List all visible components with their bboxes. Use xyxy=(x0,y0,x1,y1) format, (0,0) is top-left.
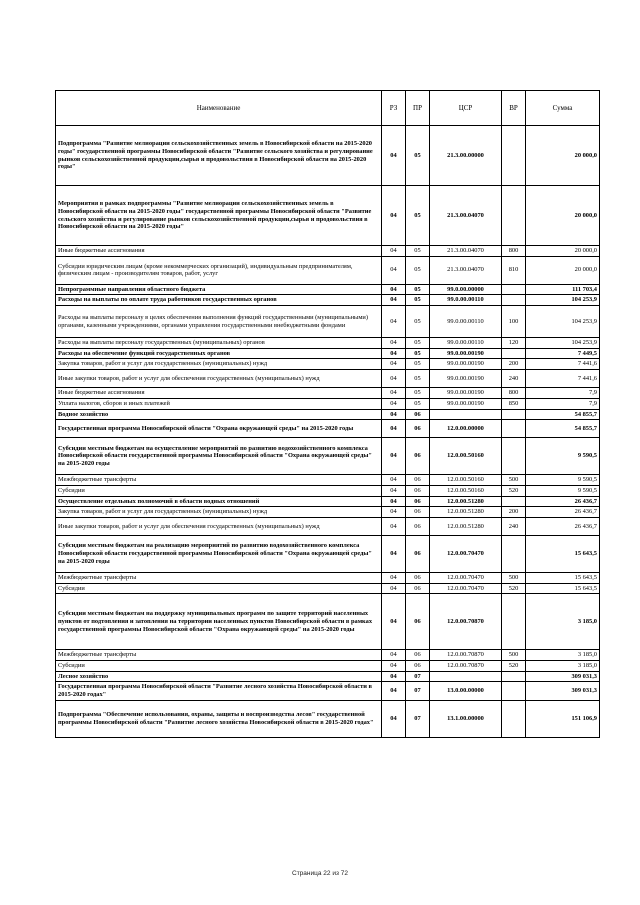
header-csr: ЦСР xyxy=(430,91,502,126)
table-row xyxy=(56,409,600,420)
table-row xyxy=(56,398,600,409)
cell-pr: 05 xyxy=(406,284,430,295)
cell-pr: 05 xyxy=(406,370,430,388)
cell-csr: 12.0.00.70870 xyxy=(430,594,502,650)
cell-pr: 05 xyxy=(406,186,430,246)
cell-vr: 200 xyxy=(502,507,526,518)
cell-csr xyxy=(430,671,502,682)
cell-sum: 15 643,5 xyxy=(526,535,600,572)
cell-name: Субсидии местным бюджетам на поддержку муниципальных программ по защите территорий населенных пунктов от подтопления и затопления на территории населенных пунктов Новосибирской области в рамках государственной программы Новосибирской области "Охрана окружающей среды" на 2015-2020 годы xyxy=(56,594,382,650)
cell-pr: 07 xyxy=(406,682,430,700)
cell-csr: 99.0.00.00190 xyxy=(430,398,502,409)
cell-name: Водное хозяйство xyxy=(56,409,382,420)
cell-sum: 26 436,7 xyxy=(526,507,600,518)
cell-name: Закупка товаров, работ и услуг для государственных (муниципальных) нужд xyxy=(56,507,382,518)
cell-rz: 04 xyxy=(382,594,406,650)
cell-vr: 100 xyxy=(502,306,526,338)
cell-vr xyxy=(502,126,526,186)
cell-vr xyxy=(502,295,526,306)
cell-sum: 7 441,6 xyxy=(526,359,600,370)
cell-name: Субсидии xyxy=(56,485,382,496)
cell-sum: 7 449,5 xyxy=(526,348,600,359)
cell-rz: 04 xyxy=(382,682,406,700)
cell-pr: 06 xyxy=(406,496,430,507)
table-row xyxy=(56,583,600,594)
cell-csr: 13.0.00.00000 xyxy=(430,682,502,700)
cell-csr: 12.0.00.50160 xyxy=(430,438,502,475)
header-pr: ПР xyxy=(406,91,430,126)
cell-sum: 151 106,9 xyxy=(526,700,600,737)
cell-vr: 120 xyxy=(502,338,526,349)
cell-rz: 04 xyxy=(382,572,406,583)
cell-pr: 05 xyxy=(406,338,430,349)
table-row xyxy=(56,284,600,295)
cell-sum: 20 000,0 xyxy=(526,246,600,257)
cell-rz: 04 xyxy=(382,338,406,349)
table-row xyxy=(56,650,600,661)
table-row xyxy=(56,496,600,507)
cell-sum: 104 253,9 xyxy=(526,295,600,306)
cell-vr xyxy=(502,700,526,737)
cell-pr: 05 xyxy=(406,398,430,409)
cell-vr: 800 xyxy=(502,246,526,257)
cell-vr xyxy=(502,284,526,295)
cell-rz: 04 xyxy=(382,359,406,370)
cell-name: Лесное хозяйство xyxy=(56,671,382,682)
cell-vr xyxy=(502,409,526,420)
cell-sum: 26 436,7 xyxy=(526,517,600,535)
cell-sum: 3 185,0 xyxy=(526,661,600,672)
cell-name: Подпрограмма "Развитие мелиорации сельскохозяйственных земель в Новосибирской области на 2015-2020 годы" государственной программы Новосибирской области "Развитие сельского хозяйства и регулирование рынков сельскохозяйственной продукции,сырья и продовольствия в Новосибирской области на 2015-2020 годы" xyxy=(56,126,382,186)
cell-rz: 04 xyxy=(382,246,406,257)
cell-csr: 99.0.00.00190 xyxy=(430,388,502,399)
cell-pr: 05 xyxy=(406,246,430,257)
cell-sum: 9 590,5 xyxy=(526,485,600,496)
cell-csr: 99.0.00.00110 xyxy=(430,295,502,306)
cell-sum: 7,9 xyxy=(526,388,600,399)
table-row xyxy=(56,295,600,306)
header-rz: РЗ xyxy=(382,91,406,126)
table-row xyxy=(56,661,600,672)
cell-rz: 04 xyxy=(382,485,406,496)
cell-sum: 15 643,5 xyxy=(526,583,600,594)
cell-pr: 05 xyxy=(406,295,430,306)
cell-rz: 04 xyxy=(382,126,406,186)
cell-csr: 12.0.00.51280 xyxy=(430,517,502,535)
cell-name: Расходы на выплаты по оплате труда работников государственных органов xyxy=(56,295,382,306)
table-row xyxy=(56,126,600,186)
cell-name: Субсидии xyxy=(56,583,382,594)
cell-name: Межбюджетные трансферты xyxy=(56,650,382,661)
table-row xyxy=(56,485,600,496)
cell-name: Иные бюджетные ассигнования xyxy=(56,246,382,257)
cell-vr: 500 xyxy=(502,650,526,661)
table-row xyxy=(56,256,600,284)
table-row xyxy=(56,359,600,370)
table-row xyxy=(56,246,600,257)
cell-rz: 04 xyxy=(382,507,406,518)
cell-pr: 05 xyxy=(406,306,430,338)
cell-name: Субсидии юридическим лицам (кроме некоммерческих организаций), индивидуальным предпринимателям, физическим лицам - производителям товаров, работ, услуг xyxy=(56,256,382,284)
cell-vr xyxy=(502,682,526,700)
cell-pr: 06 xyxy=(406,438,430,475)
cell-rz: 04 xyxy=(382,420,406,438)
cell-sum: 54 855,7 xyxy=(526,409,600,420)
table-body xyxy=(56,126,600,738)
cell-name: Межбюджетные трансферты xyxy=(56,572,382,583)
cell-sum: 54 855,7 xyxy=(526,420,600,438)
cell-pr: 05 xyxy=(406,126,430,186)
cell-pr: 06 xyxy=(406,583,430,594)
cell-vr xyxy=(502,535,526,572)
cell-sum: 15 643,5 xyxy=(526,572,600,583)
cell-sum: 104 253,9 xyxy=(526,338,600,349)
cell-sum: 104 253,9 xyxy=(526,306,600,338)
cell-rz: 04 xyxy=(382,409,406,420)
cell-name: Межбюджетные трансферты xyxy=(56,475,382,486)
cell-rz: 04 xyxy=(382,661,406,672)
cell-name: Расходы на обеспечение функций государственных органов xyxy=(56,348,382,359)
cell-csr: 99.0.00.00190 xyxy=(430,348,502,359)
cell-pr: 06 xyxy=(406,409,430,420)
cell-name: Субсидии xyxy=(56,661,382,672)
cell-vr xyxy=(502,420,526,438)
cell-pr: 06 xyxy=(406,475,430,486)
table-row xyxy=(56,594,600,650)
cell-sum: 309 031,3 xyxy=(526,682,600,700)
cell-rz: 04 xyxy=(382,671,406,682)
cell-csr: 12.0.00.70870 xyxy=(430,661,502,672)
cell-sum: 3 185,0 xyxy=(526,650,600,661)
cell-csr: 12.0.00.51280 xyxy=(430,496,502,507)
table-row xyxy=(56,700,600,737)
table-row xyxy=(56,370,600,388)
cell-vr xyxy=(502,438,526,475)
cell-rz: 04 xyxy=(382,284,406,295)
table-row xyxy=(56,186,600,246)
cell-csr: 12.0.00.50160 xyxy=(430,475,502,486)
cell-csr: 12.0.00.00000 xyxy=(430,420,502,438)
cell-pr: 06 xyxy=(406,420,430,438)
cell-rz: 04 xyxy=(382,388,406,399)
header-name: Наименование xyxy=(56,91,382,126)
cell-name: Осуществление отдельных полномочий в области водных отношений xyxy=(56,496,382,507)
budget-table xyxy=(55,90,600,738)
table-row xyxy=(56,438,600,475)
cell-pr: 05 xyxy=(406,348,430,359)
cell-vr: 810 xyxy=(502,256,526,284)
cell-pr: 06 xyxy=(406,572,430,583)
cell-csr: 12.0.00.70470 xyxy=(430,535,502,572)
cell-vr: 200 xyxy=(502,359,526,370)
cell-rz: 04 xyxy=(382,517,406,535)
cell-csr: 12.0.00.51280 xyxy=(430,507,502,518)
cell-sum: 20 000,0 xyxy=(526,256,600,284)
cell-name: Мероприятия в рамках подпрограммы "Развитие мелиорации сельскохозяйственных земель в Новосибирской области на 2015-2020 годы" государственной программы Новосибирской области "Развитие сельского хозяйства и регулирование рынков сельскохозяйственной продукции,сырья и продовольствия в Новосибирской области на 2015-2020 годы" xyxy=(56,186,382,246)
page-number: Страница 22 из 72 xyxy=(292,870,348,877)
cell-pr: 06 xyxy=(406,535,430,572)
cell-name: Иные закупки товаров, работ и услуг для обеспечения государственных (муниципальных) нужд xyxy=(56,517,382,535)
cell-sum: 20 000,0 xyxy=(526,126,600,186)
cell-rz: 04 xyxy=(382,438,406,475)
cell-vr: 240 xyxy=(502,517,526,535)
cell-vr: 850 xyxy=(502,398,526,409)
cell-pr: 07 xyxy=(406,671,430,682)
cell-csr: 12.0.00.50160 xyxy=(430,485,502,496)
cell-rz: 04 xyxy=(382,295,406,306)
cell-csr: 99.0.00.00190 xyxy=(430,359,502,370)
cell-rz: 04 xyxy=(382,186,406,246)
cell-name: Подпрограмма "Обеспечение использования, охраны, защиты и воспроизводства лесов" государственной программы Новосибирской области "Развитие лесного хозяйства Новосибирской области в 2015-2020 годах" xyxy=(56,700,382,737)
table-header-row xyxy=(56,91,600,126)
cell-name: Государственная программа Новосибирской области "Развитие лесного хозяйства Новосибирской области в 2015-2020 годах" xyxy=(56,682,382,700)
cell-pr: 06 xyxy=(406,485,430,496)
cell-vr: 520 xyxy=(502,661,526,672)
header-sum: Сумма xyxy=(526,91,600,126)
cell-csr: 13.1.00.00000 xyxy=(430,700,502,737)
cell-pr: 06 xyxy=(406,650,430,661)
cell-name: Государственная программа Новосибирской области "Охрана окружающей среды" на 2015-2020 годы xyxy=(56,420,382,438)
cell-pr: 05 xyxy=(406,388,430,399)
table-row xyxy=(56,388,600,399)
cell-name: Непрограммные направления областного бюджета xyxy=(56,284,382,295)
table-row xyxy=(56,507,600,518)
cell-name: Субсидии местным бюджетам на осуществление мероприятий по развитию водохозяйственного комплекса Новосибирской области государственной программы Новосибирской области "Охрана окружающей среды" на 2015-2020 годы xyxy=(56,438,382,475)
cell-pr: 06 xyxy=(406,661,430,672)
cell-rz: 04 xyxy=(382,348,406,359)
cell-sum: 20 000,0 xyxy=(526,186,600,246)
cell-sum: 9 590,5 xyxy=(526,438,600,475)
cell-csr: 12.0.00.70470 xyxy=(430,583,502,594)
cell-name: Субсидии местным бюджетам на реализацию мероприятий по развитию водохозяйственного комплекса Новосибирской области государственной программы Новосибирской области "Охрана окружающей среды" на 2015-2020 годы xyxy=(56,535,382,572)
cell-csr: 21.3.00.04070 xyxy=(430,186,502,246)
cell-sum: 309 031,3 xyxy=(526,671,600,682)
cell-sum: 111 703,4 xyxy=(526,284,600,295)
cell-csr: 12.0.00.70470 xyxy=(430,572,502,583)
cell-vr: 520 xyxy=(502,583,526,594)
cell-csr: 21.3.00.00000 xyxy=(430,126,502,186)
cell-rz: 04 xyxy=(382,535,406,572)
cell-pr: 07 xyxy=(406,700,430,737)
table-row xyxy=(56,338,600,349)
cell-rz: 04 xyxy=(382,583,406,594)
cell-csr: 21.3.00.04070 xyxy=(430,256,502,284)
cell-csr: 99.0.00.00110 xyxy=(430,338,502,349)
table-row xyxy=(56,671,600,682)
cell-name: Закупка товаров, работ и услуг для государственных (муниципальных) нужд xyxy=(56,359,382,370)
cell-name: Уплата налогов, сборов и иных платежей xyxy=(56,398,382,409)
table-row xyxy=(56,535,600,572)
cell-csr: 99.0.00.00190 xyxy=(430,370,502,388)
header-vr: ВР xyxy=(502,91,526,126)
cell-rz: 04 xyxy=(382,370,406,388)
cell-vr xyxy=(502,348,526,359)
cell-rz: 04 xyxy=(382,700,406,737)
cell-sum: 7,9 xyxy=(526,398,600,409)
cell-sum: 3 185,0 xyxy=(526,594,600,650)
cell-vr: 500 xyxy=(502,572,526,583)
cell-vr: 240 xyxy=(502,370,526,388)
table-row xyxy=(56,420,600,438)
cell-name: Расходы на выплаты персоналу государственных (муниципальных) органов xyxy=(56,338,382,349)
cell-sum: 7 441,6 xyxy=(526,370,600,388)
table-row xyxy=(56,572,600,583)
cell-rz: 04 xyxy=(382,256,406,284)
cell-vr xyxy=(502,594,526,650)
cell-csr: 99.0.00.00000 xyxy=(430,284,502,295)
cell-rz: 04 xyxy=(382,475,406,486)
cell-csr: 99.0.00.00110 xyxy=(430,306,502,338)
cell-pr: 06 xyxy=(406,517,430,535)
cell-rz: 04 xyxy=(382,398,406,409)
cell-sum: 26 436,7 xyxy=(526,496,600,507)
cell-vr xyxy=(502,671,526,682)
cell-rz: 04 xyxy=(382,496,406,507)
table-row xyxy=(56,306,600,338)
cell-rz: 04 xyxy=(382,650,406,661)
cell-vr xyxy=(502,186,526,246)
cell-pr: 06 xyxy=(406,507,430,518)
cell-vr: 800 xyxy=(502,388,526,399)
cell-pr: 06 xyxy=(406,594,430,650)
cell-rz: 04 xyxy=(382,306,406,338)
cell-vr: 520 xyxy=(502,485,526,496)
table-row xyxy=(56,517,600,535)
cell-vr xyxy=(502,496,526,507)
cell-name: Иные закупки товаров, работ и услуг для обеспечения государственных (муниципальных) нужд xyxy=(56,370,382,388)
table-row xyxy=(56,475,600,486)
cell-pr: 05 xyxy=(406,359,430,370)
cell-csr: 21.3.00.04070 xyxy=(430,246,502,257)
cell-name: Иные бюджетные ассигнования xyxy=(56,388,382,399)
cell-pr: 05 xyxy=(406,256,430,284)
cell-csr xyxy=(430,409,502,420)
table-row xyxy=(56,348,600,359)
cell-sum: 9 590,5 xyxy=(526,475,600,486)
table-row xyxy=(56,682,600,700)
cell-vr: 500 xyxy=(502,475,526,486)
cell-name: Расходы на выплаты персоналу в целях обеспечения выполнения функций государственными (муниципальными) органами, казенными учреждениями, органами управления государственными внебюджетными фондами xyxy=(56,306,382,338)
cell-csr: 12.0.00.70870 xyxy=(430,650,502,661)
